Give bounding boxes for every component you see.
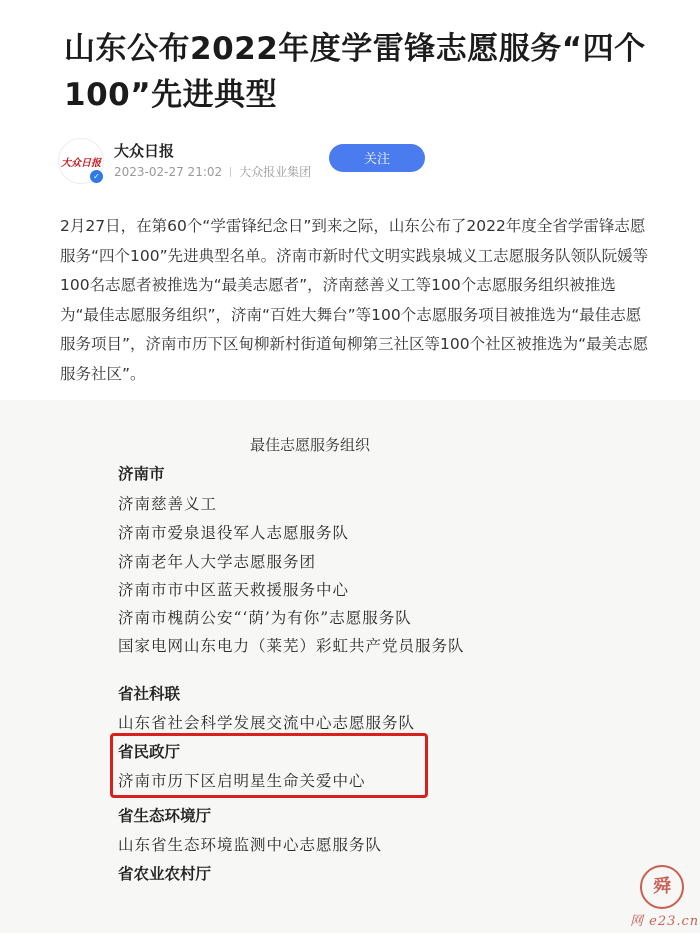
doc-category-jinan: 济南市 (118, 465, 165, 483)
watermark-site: e23.cn (649, 914, 700, 929)
meta-line (114, 163, 311, 180)
watermark-extra: 网 (630, 914, 645, 929)
doc-heading: 最佳志愿服务组织 (249, 436, 370, 454)
scanned-document-image (0, 400, 700, 933)
doc-category-skl: 省社科联 (118, 685, 181, 703)
doc-list-item: 济南老年人大学志愿服务团 (118, 553, 317, 571)
doc-category-mzt: 省民政厅 (118, 743, 181, 761)
site-watermark (620, 860, 700, 933)
follow-button[interactable]: 关注 (329, 144, 425, 172)
article-title: 山东公布2022年度学雷锋志愿服务“四个100”先进典型 (64, 31, 646, 113)
doc-list-item: 山东省生态环境监测中心志愿服务队 (118, 836, 383, 854)
doc-list-item: 国家电网山东电力（莱芜）彩虹共产党员服务队 (118, 637, 465, 655)
doc-list-item: 山东省社会科学发展交流中心志愿服务队 (118, 714, 416, 732)
doc-list-item: 济南市槐荫公安“‘荫’为有你”志愿服务队 (118, 609, 412, 627)
doc-list-item: 济南慈善义工 (118, 495, 218, 513)
doc-list-item: 济南市市中区蓝天救援服务中心 (118, 581, 350, 599)
avatar-logo-text: 大众日报 (61, 157, 101, 169)
meta-divider (230, 167, 231, 177)
author-name[interactable]: 大众日报 (114, 142, 175, 160)
article-body: 2月27日，在第60个“学雷锋纪念日”到来之际，山东公布了2022年度全省学雷锋志愿服务“四个100”先进典型名单。济南市新时代文明实践泉城义工志愿服务队领队阮媛等100名志愿者被推选为“最美志愿者”，济南慈善义工等100个志愿服务组织被推选为“最佳志愿服务组织”，济南“百姓大舞台”等100个志愿服务项目被推选为“最佳志愿服务项目”，济南市历下区甸柳新村街道甸柳第三社区等100个社区被推选为“最美志愿服务社区”。 (60, 217, 649, 383)
publisher-org: 大众报业集团 (239, 165, 312, 179)
publish-date: 2023-02-27 21:02 (114, 165, 223, 179)
watermark-seal-icon: 舜 (640, 865, 684, 909)
highlight-box (110, 733, 428, 798)
doc-list-item: 济南市历下区启明星生命关爱中心 (118, 772, 366, 790)
doc-category-nync: 省农业农村厅 (118, 865, 212, 883)
verified-badge-icon: ✓ (89, 169, 104, 184)
doc-category-sthj: 省生态环境厅 (118, 807, 212, 825)
author-row (58, 138, 658, 188)
watermark-url (630, 910, 699, 929)
doc-list-item: 济南市爱泉退役军人志愿服务队 (118, 524, 350, 542)
